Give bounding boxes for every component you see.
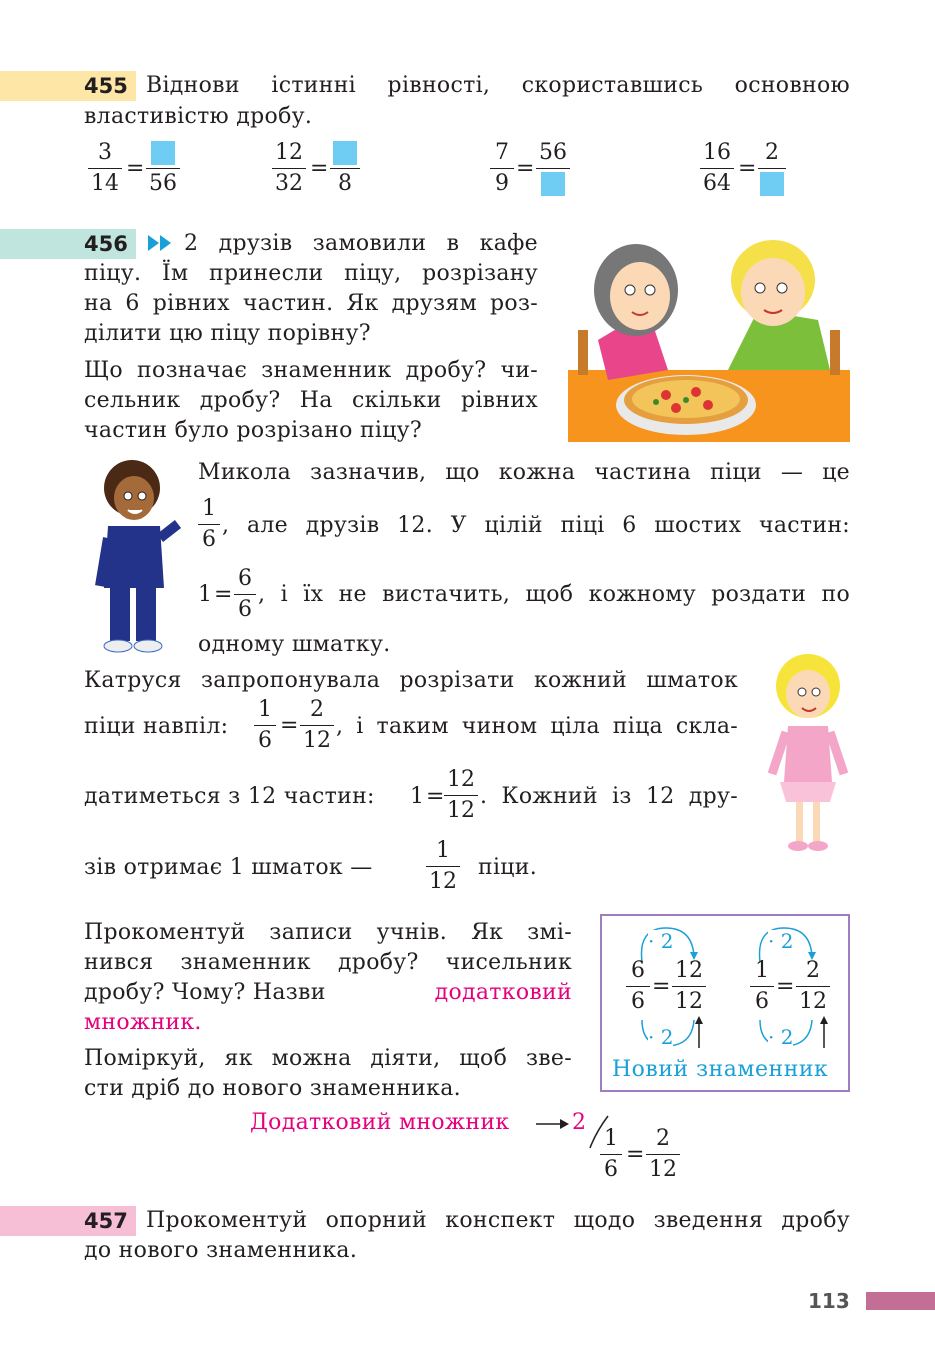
think-line1: Поміркуй, як можна діяти, щоб зве- (84, 1046, 572, 1071)
katrusia-girl-illustration (768, 652, 848, 858)
additional-multiplier-term: додатковий (434, 980, 572, 1005)
equals-sign: = (126, 156, 145, 181)
exercise-457-line2: до нового знаменника. (84, 1238, 358, 1263)
page-number-bar (866, 1292, 935, 1310)
fraction-12-12: 12 12 (672, 958, 706, 1015)
equals-sign: = (310, 156, 329, 181)
comment-line2: нився знаменник дробу? чисельник (84, 950, 572, 975)
multiplier-bottom-right: · 2 (768, 1025, 794, 1049)
fraction-1-12: 1 12 (426, 838, 460, 895)
arrow-right-icon (536, 1116, 570, 1136)
mykola-line4: одному шматку. (198, 632, 391, 657)
comment-line4: множник. (84, 1010, 202, 1035)
katrusia-line4b: піци. (478, 855, 538, 880)
fraction-2-blank: 2 (758, 140, 786, 197)
fraction-2-12: 2 12 (300, 697, 334, 754)
think-line2: сти дріб до нового знаменника. (84, 1076, 461, 1101)
exercise-number: 456 (84, 232, 128, 256)
multiplier-top-right: · 2 (768, 929, 794, 953)
exercise-456-line4: ділити цю піцу порівну? (84, 321, 371, 346)
additional-multiplier-label: Додатковий множник (250, 1110, 510, 1135)
fraction-3-14: 3 14 (88, 140, 122, 197)
exercise-456-line3: на 6 рівних частин. Як друзям роз- (84, 291, 538, 316)
exercise-number: 457 (84, 1209, 128, 1233)
equals-sign: = (652, 974, 671, 999)
equals-sign: = (214, 582, 233, 607)
question-line2: сельник дробу? На скільки рівних (84, 388, 538, 413)
exercise-456-line2: піцу. Їм принесли піцу, розрізану (84, 261, 538, 286)
katrusia-line3b: . Кожний із 12 дру- (480, 784, 738, 809)
double-arrow-icon (146, 232, 174, 258)
blank-square (151, 141, 175, 165)
fraction-6-6: 6 6 (234, 566, 256, 623)
pizza-friends-illustration (568, 230, 850, 442)
page-number: 113 (808, 1289, 850, 1313)
exercise-455-line1: Віднови істинні рівності, скориставшись основною (146, 73, 850, 98)
katrusia-line2a: піци навпіл: (84, 714, 229, 739)
multiplier-bottom-left: · 2 (648, 1025, 674, 1049)
fraction-7-9: 7 9 (490, 140, 514, 197)
equals-sign: = (626, 1142, 645, 1167)
exercise-455-line2: властивістю дробу. (84, 104, 313, 129)
mykola-line2: , але друзів 12. У цілій піці 6 шостих частин: (222, 513, 850, 538)
fraction-12-12: 12 12 (444, 767, 478, 824)
exercise-456-tab (0, 229, 136, 259)
fraction-2-12: 2 12 (796, 958, 830, 1015)
mykola-line3: , і їх не вистачить, щоб кожному роздати по (258, 582, 850, 607)
fraction-16-64: 16 64 (700, 140, 734, 197)
fraction-blank-8: 8 (330, 140, 360, 197)
katrusia-line1: Катруся запропонувала розрізати кожний шматок (84, 668, 738, 693)
fraction-blank-56: 56 (146, 140, 180, 197)
mykola-boy-illustration (90, 458, 185, 658)
fraction-6-6: 6 6 (626, 958, 650, 1015)
additional-factor: 2 (572, 1110, 586, 1135)
katrusia-line3a: датиметься з 12 частин: (84, 784, 375, 809)
exercise-455-tab (0, 71, 136, 101)
comment-line1: Прокоментуй записи учнів. Як змі- (84, 920, 572, 945)
multiplier-top-left: · 2 (648, 929, 674, 953)
fraction-1-6: 1 6 (198, 496, 220, 553)
question-line1: Що позначає знаменник дробу? чи- (84, 358, 538, 383)
equals-sign: = (738, 156, 757, 181)
katrusia-line4a: зів отримає 1 шматок — (84, 855, 373, 880)
mykola-line1: Микола зазначив, що кожна частина піци — це (198, 460, 850, 485)
equals-sign: = (280, 713, 299, 738)
fraction-12-32: 12 32 (272, 140, 306, 197)
blank-square (760, 172, 784, 196)
question-line3: частин було розрізано піцу? (84, 418, 423, 443)
katrusia-line2b: , і таким чином ціла піца скла- (336, 714, 738, 739)
exercise-457-tab (0, 1206, 136, 1236)
new-denominator-box (600, 914, 850, 1092)
fraction-1-6: 1 6 (254, 697, 276, 754)
equals-sign: = (426, 784, 445, 809)
blank-square (541, 172, 565, 196)
exercise-number: 455 (84, 74, 128, 98)
equals-sign: = (776, 974, 795, 999)
exercise-457-line1: Прокоментуй опорний конспект щодо зведення дробу (146, 1208, 850, 1233)
exercise-456-line1: 2 друзів замовили в кафе (184, 231, 538, 256)
one-digit: 1 (410, 784, 425, 809)
equals-sign: = (516, 156, 535, 181)
fraction-56-blank: 56 (536, 140, 570, 197)
blank-square (333, 141, 357, 165)
fraction-1-6: 1 6 (750, 958, 774, 1015)
fraction-2-12: 2 12 (646, 1126, 680, 1183)
fraction-1-6: 1 6 (600, 1126, 622, 1183)
one-digit: 1 (198, 582, 213, 607)
box-caption: Новий знаменник (612, 1057, 829, 1082)
comment-line3: дробу? Чому? Назви додатковий (84, 978, 572, 1008)
